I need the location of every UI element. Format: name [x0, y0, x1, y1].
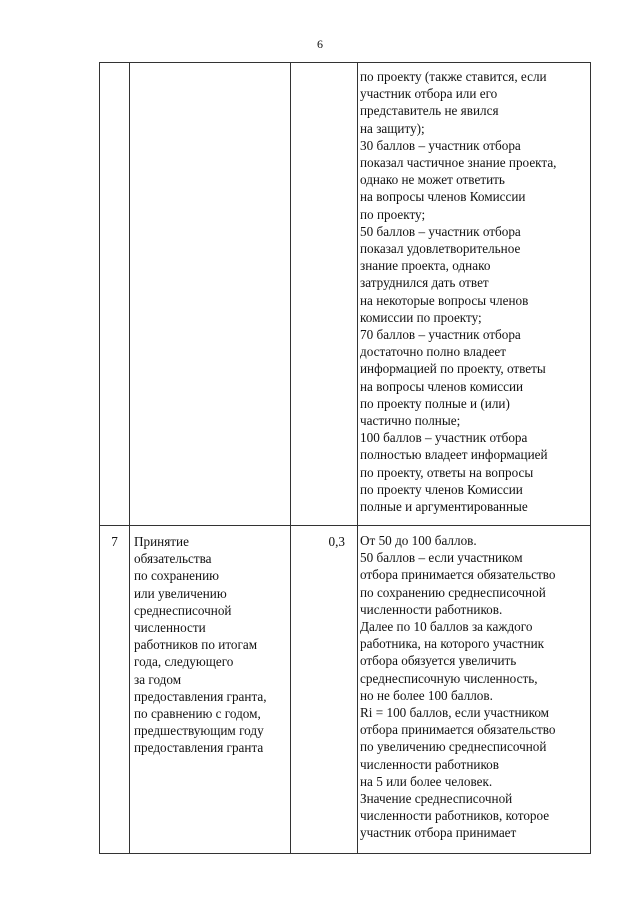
table-row [100, 63, 591, 526]
text-line: 100 баллов – участник отбора [360, 430, 528, 446]
text-line: года, следующего [134, 654, 234, 670]
text-line: От 50 до 100 баллов. [360, 533, 477, 548]
text-line: по увеличению среднесписочной [360, 739, 547, 755]
text-line: на вопросы членов Комиссии [360, 189, 526, 205]
text-line: предшествующим году [134, 723, 264, 739]
text-line: частично полные; [360, 413, 461, 429]
text-line: участник отбора принимает [360, 825, 517, 841]
text-line: или увеличению [134, 585, 227, 601]
text-line: на 5 или более человек. [360, 773, 493, 789]
text-line: по проекту (также ставится, если [360, 69, 547, 84]
text-line: по проекту; [360, 206, 426, 222]
text-line: по сравнению с годом, [134, 706, 261, 722]
text-line: численности работников [360, 756, 499, 772]
text-line: на некоторые вопросы членов [360, 292, 529, 308]
text-line: Принятие [134, 534, 189, 549]
table-row [100, 526, 591, 854]
text-line: численности работников. [360, 601, 503, 617]
text-line: предоставления гранта [134, 740, 264, 756]
text-line: обязательства [134, 551, 212, 567]
text-line: комиссии по проекту; [360, 309, 482, 325]
text-line: показал удовлетворительное [360, 241, 521, 257]
text-line: по проекту, ответы на вопросы [360, 464, 534, 480]
criterion-name-cell [130, 63, 291, 526]
text-line: достаточно полно владеет [360, 344, 507, 360]
text-line: участник отбора или его [360, 86, 498, 102]
text-line: по сохранению [134, 568, 219, 584]
text-line: полностью владеет информацией [360, 447, 548, 463]
text-line: полные и аргументированные [360, 499, 528, 515]
text-line: Далее по 10 баллов за каждого [360, 619, 533, 635]
text-line: на вопросы членов комиссии [360, 378, 524, 394]
text-line: среднесписочную численность, [360, 670, 538, 686]
text-line: численности [134, 620, 206, 636]
text-line: однако не может ответить [360, 172, 505, 188]
text-line: по проекту членов Комиссии [360, 481, 523, 497]
text-line: знание проекта, однако [360, 258, 491, 274]
text-line: отбора обязуется увеличить [360, 653, 517, 669]
text-line: Значение среднесписочной [360, 791, 513, 807]
text-line: 50 баллов – если участником [360, 550, 523, 566]
text-line: предоставления гранта, [134, 688, 267, 704]
criteria-table [99, 62, 591, 854]
text-line: Ri = 100 баллов, если участником [360, 705, 550, 721]
text-line: но не более 100 баллов. [360, 687, 493, 703]
page-number: 6 [317, 37, 323, 51]
weight-cell: 0,3 [291, 526, 358, 854]
text-line: по сохранению среднесписочной [360, 584, 546, 600]
row-number-cell: 7 [100, 526, 130, 854]
text-line: 70 баллов – участник отбора [360, 327, 521, 343]
text-line: затруднился дать ответ [360, 275, 489, 291]
text-line: по проекту полные и (или) [360, 395, 510, 411]
text-line: 30 баллов – участник отбора [360, 137, 521, 153]
scoring-description-cell [358, 526, 591, 854]
text-line: показал частичное знание проекта, [360, 155, 557, 171]
scoring-description-cell [358, 63, 591, 526]
text-line: на защиту); [360, 120, 425, 136]
weight-cell [291, 63, 358, 526]
text-line: численности работников, которое [360, 808, 550, 824]
text-line: представитель не явился [360, 103, 499, 119]
text-line: за годом [134, 671, 182, 687]
row-number-cell [100, 63, 130, 526]
text-line: отбора принимается обязательство [360, 722, 556, 738]
criterion-name-cell [130, 526, 291, 854]
text-line: 50 баллов – участник отбора [360, 223, 521, 239]
text-line: работников по итогам [134, 637, 258, 653]
text-line: работника, на которого участник [360, 636, 545, 652]
text-line: информацией по проекту, ответы [360, 361, 546, 377]
text-line: отбора принимается обязательство [360, 567, 556, 583]
text-line: среднесписочной [134, 602, 232, 618]
